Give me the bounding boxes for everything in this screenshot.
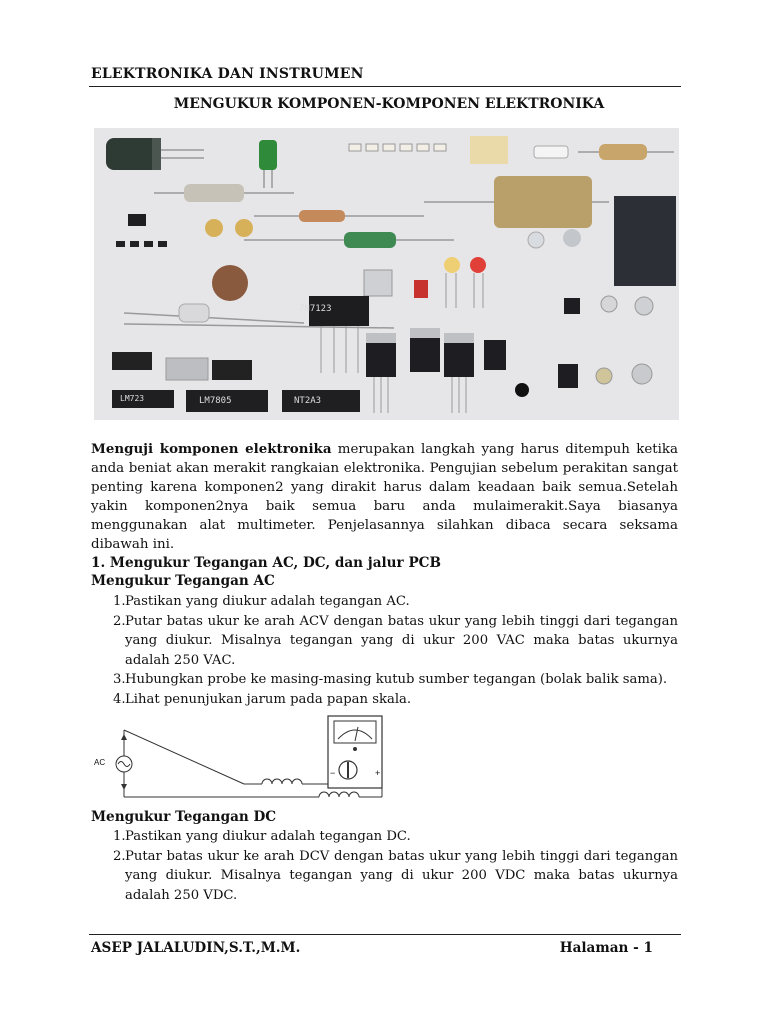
resistor-green — [344, 232, 396, 248]
footer-page-number: Halaman - 1 — [559, 940, 653, 956]
axial-resistor — [599, 144, 647, 160]
page-title: MENGUKUR KOMPONEN-KOMPONEN ELEKTRONIKA — [173, 96, 605, 112]
footer-author: ASEP JALALUDIN,S.T.,M.M. — [91, 940, 301, 956]
film-capacitor — [259, 140, 277, 170]
list-item: 4. Lihat penunjukan jarum pada papan skala. — [113, 691, 412, 707]
components-illustration — [94, 128, 679, 420]
axial-capacitor — [184, 184, 244, 202]
resistor — [299, 210, 345, 222]
plus-terminal-label: + — [375, 768, 381, 778]
list-item: 2. Putar batas ukur ke arah ACV dengan batas ukur yang lebih tinggi dari tegangan yang diukur. Misalnya tegangan yang di ukur 200 VAC maka batas ukurnya adalah 250 VAC. — [113, 613, 678, 668]
ic-label-2: LM7805 — [199, 396, 232, 406]
ic-label-3: NT2A3 — [294, 396, 322, 406]
intro-body: merupakan langkah yang harus ditempuh ketika anda beniat akan merakit rangkaian elektronika. Pengujian sebelum perakitan sangat penting karena komponen2 yang dirakit harus dalam keadaan baik semua.Setelah yakin komponen2nya baik semua baru anda mulaimerakit.Saya biasanya menggunakan alat multimeter. Penjelasannya silahkan dibaca secara seksama dibawah ini. — [91, 442, 679, 552]
ac-measurement-diagram — [94, 712, 414, 812]
list-item: 1. Pastikan yang diukur adalah tegangan AC. — [113, 594, 410, 609]
dc-steps-list — [91, 827, 678, 905]
ac-steps-list — [91, 592, 678, 709]
ic-label-1: 7N7123 — [299, 304, 332, 314]
ic-label-4: LM723 — [120, 394, 145, 403]
header-rule — [89, 86, 681, 87]
intro-lead: Menguji komponen elektronika — [91, 441, 332, 457]
power-relay — [614, 196, 676, 286]
list-item: 1. Pastikan yang diukur adalah tegangan DC. — [113, 829, 411, 844]
varistor — [212, 265, 248, 301]
fuse — [534, 146, 568, 158]
footer-rule — [89, 934, 681, 935]
components-photo — [94, 128, 679, 420]
subsection-ac-heading: Mengukur Tegangan AC — [91, 573, 275, 589]
small-relay — [470, 136, 508, 164]
ac-source-label: AC — [94, 758, 106, 767]
list-item: 3. Hubungkan probe ke masing-masing kutub sumber tegangan (bolak balik sama). — [113, 672, 668, 687]
section-heading: 1. Mengukur Tegangan AC, DC, dan jalur PCB — [91, 555, 441, 571]
minus-terminal-label: − — [330, 768, 336, 778]
list-item: 2. Putar batas ukur ke arah DCV dengan batas ukur yang lebih tinggi dari tegangan yang diukur. Misalnya tegangan yang di ukur 200 VDC maka batas ukurnya adalah 250 VDC. — [113, 848, 678, 903]
subsection-dc-heading: Mengukur Tegangan DC — [91, 809, 277, 825]
power-resistor — [494, 176, 592, 228]
intro-paragraph — [91, 440, 678, 554]
running-header: ELEKTRONIKA DAN INSTRUMEN — [91, 66, 364, 82]
